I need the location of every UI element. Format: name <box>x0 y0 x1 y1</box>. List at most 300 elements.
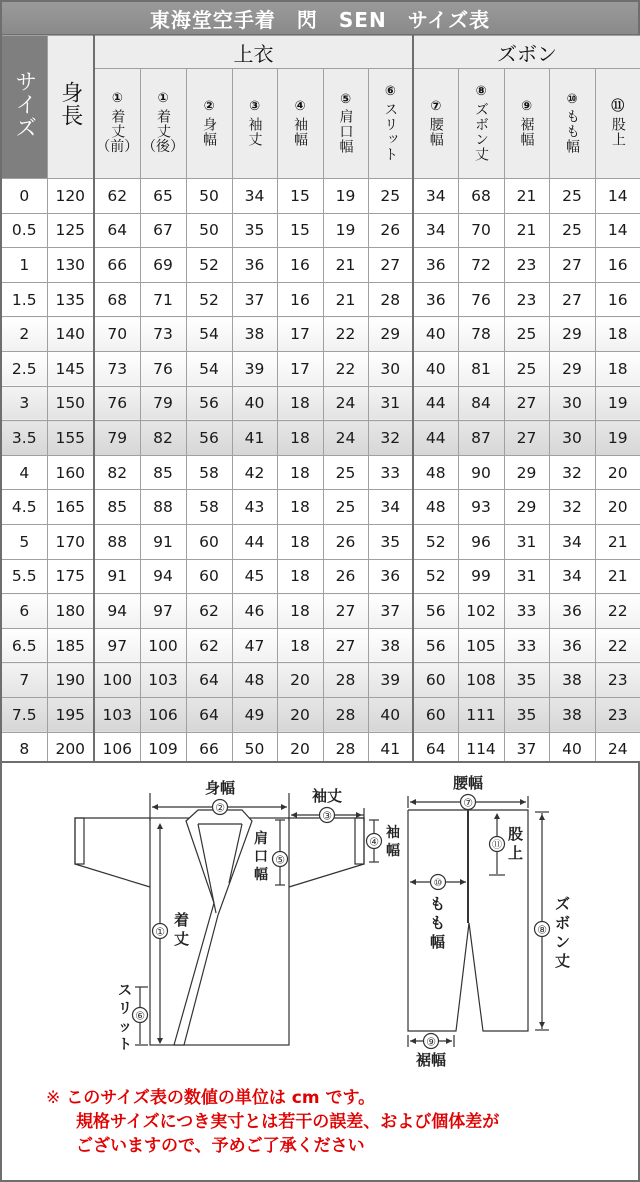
value-cell: 37 <box>504 732 549 767</box>
value-cell: 31 <box>368 386 413 421</box>
jacket-diagram <box>75 779 400 1053</box>
column-number: ④ <box>294 99 306 115</box>
value-cell: 35 <box>232 213 277 248</box>
value-cell: 18 <box>277 490 323 525</box>
value-cell: 62 <box>94 179 140 214</box>
size-cell: 1 <box>1 248 47 283</box>
value-cell: 22 <box>323 351 368 386</box>
group-header-pants: ズボン <box>413 36 640 69</box>
table-row <box>1 455 640 490</box>
size-cell: 3.5 <box>1 421 47 456</box>
value-cell: 54 <box>186 317 232 352</box>
value-cell: 31 <box>504 559 549 594</box>
svg-text:袖丈: 袖丈 <box>311 787 343 805</box>
value-cell: 40 <box>232 386 277 421</box>
value-cell: 103 <box>94 697 140 732</box>
svg-text:⑦: ⑦ <box>463 796 473 810</box>
value-cell: 44 <box>232 524 277 559</box>
table-row <box>1 282 640 317</box>
height-cell: 170 <box>47 524 94 559</box>
height-cell: 200 <box>47 732 94 767</box>
column-label: 股上 <box>609 116 626 147</box>
size-header: サイズ <box>1 36 47 179</box>
value-cell: 76 <box>458 282 504 317</box>
value-cell: 34 <box>413 179 458 214</box>
svg-text:ボ: ボ <box>555 914 571 932</box>
height-cell: 195 <box>47 697 94 732</box>
value-cell: 40 <box>413 351 458 386</box>
value-cell: 93 <box>458 490 504 525</box>
value-cell: 85 <box>140 455 186 490</box>
value-cell: 18 <box>277 594 323 629</box>
svg-text:②: ② <box>215 801 225 815</box>
size-cell: 3 <box>1 386 47 421</box>
table-row <box>1 663 640 698</box>
svg-text:リ: リ <box>118 1001 132 1017</box>
value-cell: 102 <box>458 594 504 629</box>
value-cell: 16 <box>277 282 323 317</box>
svg-text:も: も <box>430 914 446 932</box>
value-cell: 91 <box>94 559 140 594</box>
value-cell: 23 <box>504 282 549 317</box>
value-cell: 36 <box>549 594 595 629</box>
column-label: ズボン丈 <box>473 101 490 162</box>
size-cell: 5 <box>1 524 47 559</box>
table-row <box>1 213 640 248</box>
value-cell: 18 <box>277 628 323 663</box>
value-cell: 96 <box>458 524 504 559</box>
value-cell: 88 <box>140 490 186 525</box>
size-cell: 2 <box>1 317 47 352</box>
column-label: 袖幅 <box>292 116 309 147</box>
value-cell: 67 <box>140 213 186 248</box>
value-cell: 19 <box>595 421 640 456</box>
value-cell: 50 <box>186 213 232 248</box>
value-cell: 76 <box>94 386 140 421</box>
value-cell: 100 <box>94 663 140 698</box>
height-cell: 140 <box>47 317 94 352</box>
value-cell: 25 <box>549 213 595 248</box>
value-cell: 62 <box>186 594 232 629</box>
size-cell: 6 <box>1 594 47 629</box>
table-row <box>1 594 640 629</box>
value-cell: 25 <box>323 455 368 490</box>
value-cell: 33 <box>368 455 413 490</box>
value-cell: 58 <box>186 490 232 525</box>
value-cell: 22 <box>323 317 368 352</box>
value-cell: 70 <box>94 317 140 352</box>
value-cell: 40 <box>368 697 413 732</box>
value-cell: 33 <box>504 628 549 663</box>
value-cell: 23 <box>595 663 640 698</box>
value-cell: 62 <box>186 628 232 663</box>
value-cell: 56 <box>186 421 232 456</box>
svg-text:腰幅: 腰幅 <box>452 774 484 792</box>
value-cell: 106 <box>140 697 186 732</box>
svg-text:ッ: ッ <box>118 1019 132 1035</box>
value-cell: 66 <box>94 248 140 283</box>
value-cell: 105 <box>458 628 504 663</box>
height-cell: 190 <box>47 663 94 698</box>
value-cell: 34 <box>549 559 595 594</box>
value-cell: 54 <box>186 351 232 386</box>
value-cell: 27 <box>504 421 549 456</box>
height-cell: 120 <box>47 179 94 214</box>
value-cell: 76 <box>140 351 186 386</box>
value-cell: 73 <box>94 351 140 386</box>
value-cell: 99 <box>458 559 504 594</box>
column-header <box>94 69 140 179</box>
value-cell: 25 <box>368 179 413 214</box>
value-cell: 43 <box>232 490 277 525</box>
value-cell: 78 <box>458 317 504 352</box>
value-cell: 18 <box>595 351 640 386</box>
value-cell: 58 <box>186 455 232 490</box>
value-cell: 60 <box>186 559 232 594</box>
value-cell: 25 <box>549 179 595 214</box>
value-cell: 26 <box>368 213 413 248</box>
value-cell: 15 <box>277 213 323 248</box>
column-number: ⑩ <box>566 91 578 107</box>
svg-text:肩: 肩 <box>254 831 268 847</box>
value-cell: 94 <box>94 594 140 629</box>
value-cell: 45 <box>232 559 277 594</box>
size-cell: 1.5 <box>1 282 47 317</box>
value-cell: 114 <box>458 732 504 767</box>
column-header <box>549 69 595 179</box>
size-cell: 5.5 <box>1 559 47 594</box>
height-cell: 165 <box>47 490 94 525</box>
height-cell: 130 <box>47 248 94 283</box>
table-row <box>1 628 640 663</box>
table-row <box>1 386 640 421</box>
column-number: ⑪ <box>611 99 625 115</box>
value-cell: 56 <box>413 594 458 629</box>
value-cell: 82 <box>94 455 140 490</box>
svg-text:⑧: ⑧ <box>537 923 547 937</box>
value-cell: 52 <box>186 282 232 317</box>
value-cell: 71 <box>140 282 186 317</box>
value-cell: 73 <box>140 317 186 352</box>
size-cell: 4.5 <box>1 490 47 525</box>
value-cell: 106 <box>94 732 140 767</box>
value-cell: 18 <box>277 559 323 594</box>
value-cell: 18 <box>277 524 323 559</box>
height-cell: 160 <box>47 455 94 490</box>
value-cell: 29 <box>368 317 413 352</box>
svg-text:⑥: ⑥ <box>135 1009 145 1023</box>
value-cell: 82 <box>140 421 186 456</box>
note-line-2: 規格サイズにつき実寸とは若干の誤差、および個体差が <box>76 1112 500 1132</box>
value-cell: 60 <box>413 697 458 732</box>
table-row <box>1 351 640 386</box>
column-number: ⑦ <box>430 99 442 115</box>
value-cell: 85 <box>94 490 140 525</box>
size-cell: 7 <box>1 663 47 698</box>
value-cell: 41 <box>232 421 277 456</box>
column-header <box>504 69 549 179</box>
svg-text:袖: 袖 <box>386 825 400 841</box>
value-cell: 24 <box>595 732 640 767</box>
value-cell: 19 <box>323 213 368 248</box>
value-cell: 25 <box>504 351 549 386</box>
value-cell: 39 <box>232 351 277 386</box>
group-header-jacket: 上衣 <box>94 36 413 69</box>
value-cell: 34 <box>368 490 413 525</box>
column-number: ⑨ <box>520 99 532 115</box>
page-title: 東海堂空手着 閃 SEN サイズ表 <box>0 0 640 35</box>
value-cell: 37 <box>232 282 277 317</box>
value-cell: 16 <box>595 248 640 283</box>
value-cell: 52 <box>413 559 458 594</box>
column-number: ① <box>157 90 169 106</box>
value-cell: 19 <box>323 179 368 214</box>
value-cell: 32 <box>549 490 595 525</box>
column-header <box>595 69 640 179</box>
column-header <box>186 69 232 179</box>
column-header <box>368 69 413 179</box>
column-header <box>458 69 504 179</box>
table-row <box>1 524 640 559</box>
value-cell: 27 <box>549 282 595 317</box>
value-cell: 60 <box>413 663 458 698</box>
svg-text:幅: 幅 <box>430 933 446 951</box>
column-label: 腰幅 <box>427 116 444 147</box>
value-cell: 109 <box>140 732 186 767</box>
value-cell: 34 <box>232 179 277 214</box>
value-cell: 20 <box>595 490 640 525</box>
value-cell: 48 <box>413 490 458 525</box>
note-line-1: このサイズ表の数値の単位は cm です。 <box>66 1088 376 1108</box>
value-cell: 14 <box>595 213 640 248</box>
value-cell: 23 <box>504 248 549 283</box>
value-cell: 84 <box>458 386 504 421</box>
value-cell: 42 <box>232 455 277 490</box>
value-cell: 68 <box>458 179 504 214</box>
value-cell: 70 <box>458 213 504 248</box>
value-cell: 32 <box>368 421 413 456</box>
size-table <box>0 35 640 767</box>
svg-text:⑨: ⑨ <box>426 1035 436 1049</box>
size-cell: 2.5 <box>1 351 47 386</box>
size-cell: 7.5 <box>1 697 47 732</box>
value-cell: 38 <box>232 317 277 352</box>
value-cell: 56 <box>186 386 232 421</box>
table-row <box>1 179 640 214</box>
value-cell: 18 <box>277 386 323 421</box>
value-cell: 28 <box>368 282 413 317</box>
column-number: ③ <box>248 99 260 115</box>
svg-text:丈: 丈 <box>174 930 190 948</box>
height-cell: 135 <box>47 282 94 317</box>
value-cell: 18 <box>595 317 640 352</box>
value-cell: 35 <box>504 663 549 698</box>
value-cell: 68 <box>94 282 140 317</box>
column-label: 着丈 <box>109 108 126 139</box>
svg-text:幅: 幅 <box>254 867 268 883</box>
value-cell: 39 <box>368 663 413 698</box>
value-cell: 97 <box>94 628 140 663</box>
value-cell: 28 <box>323 697 368 732</box>
size-cell: 0.5 <box>1 213 47 248</box>
value-cell: 28 <box>323 732 368 767</box>
value-cell: 29 <box>504 455 549 490</box>
value-cell: 36 <box>232 248 277 283</box>
column-header <box>323 69 368 179</box>
column-number: ② <box>203 99 215 115</box>
value-cell: 69 <box>140 248 186 283</box>
svg-text:も: も <box>430 895 446 913</box>
value-cell: 66 <box>186 732 232 767</box>
height-header: 身長 <box>47 36 94 179</box>
value-cell: 88 <box>94 524 140 559</box>
value-cell: 22 <box>595 594 640 629</box>
column-label: 裾幅 <box>518 116 535 147</box>
table-row <box>1 317 640 352</box>
value-cell: 19 <box>595 386 640 421</box>
height-cell: 125 <box>47 213 94 248</box>
size-cell: 8 <box>1 732 47 767</box>
height-cell: 175 <box>47 559 94 594</box>
value-cell: 50 <box>186 179 232 214</box>
value-cell: 22 <box>595 628 640 663</box>
value-cell: 64 <box>413 732 458 767</box>
value-cell: 44 <box>413 386 458 421</box>
value-cell: 48 <box>413 455 458 490</box>
value-cell: 50 <box>232 732 277 767</box>
value-cell: 21 <box>504 179 549 214</box>
value-cell: 40 <box>413 317 458 352</box>
value-cell: 27 <box>504 386 549 421</box>
value-cell: 52 <box>413 524 458 559</box>
svg-text:着: 着 <box>174 911 190 929</box>
value-cell: 49 <box>232 697 277 732</box>
height-cell: 155 <box>47 421 94 456</box>
value-cell: 60 <box>186 524 232 559</box>
value-cell: 30 <box>549 421 595 456</box>
value-cell: 29 <box>549 351 595 386</box>
value-cell: 27 <box>323 594 368 629</box>
value-cell: 48 <box>232 663 277 698</box>
value-cell: 90 <box>458 455 504 490</box>
svg-text:④: ④ <box>369 835 379 849</box>
diagram-area <box>0 761 640 1182</box>
value-cell: 29 <box>549 317 595 352</box>
value-cell: 65 <box>140 179 186 214</box>
value-cell: 41 <box>368 732 413 767</box>
column-header <box>140 69 186 179</box>
value-cell: 100 <box>140 628 186 663</box>
value-cell: 38 <box>549 663 595 698</box>
value-cell: 38 <box>549 697 595 732</box>
value-cell: 20 <box>277 732 323 767</box>
value-cell: 108 <box>458 663 504 698</box>
value-cell: 23 <box>595 697 640 732</box>
table-row <box>1 697 640 732</box>
size-cell: 0 <box>1 179 47 214</box>
pants-diagram <box>408 774 570 1069</box>
value-cell: 40 <box>549 732 595 767</box>
value-cell: 36 <box>413 248 458 283</box>
unit-note <box>46 1086 499 1158</box>
value-cell: 16 <box>595 282 640 317</box>
value-cell: 34 <box>413 213 458 248</box>
value-cell: 79 <box>140 386 186 421</box>
value-cell: 17 <box>277 317 323 352</box>
column-number: ⑤ <box>339 91 351 107</box>
note-mark: ※ <box>46 1088 61 1108</box>
value-cell: 20 <box>595 455 640 490</box>
value-cell: 46 <box>232 594 277 629</box>
table-row <box>1 559 640 594</box>
value-cell: 24 <box>323 421 368 456</box>
value-cell: 16 <box>277 248 323 283</box>
svg-text:ト: ト <box>118 1037 132 1053</box>
svg-text:身幅: 身幅 <box>204 779 236 797</box>
value-cell: 28 <box>323 663 368 698</box>
svg-text:股: 股 <box>508 825 524 843</box>
value-cell: 32 <box>549 455 595 490</box>
value-cell: 35 <box>368 524 413 559</box>
column-header <box>277 69 323 179</box>
value-cell: 15 <box>277 179 323 214</box>
value-cell: 27 <box>323 628 368 663</box>
value-cell: 111 <box>458 697 504 732</box>
value-cell: 21 <box>323 248 368 283</box>
value-cell: 18 <box>277 455 323 490</box>
column-suffix: （前） <box>96 138 139 155</box>
svg-text:裾幅: 裾幅 <box>415 1051 447 1069</box>
value-cell: 21 <box>595 524 640 559</box>
value-cell: 47 <box>232 628 277 663</box>
svg-text:③: ③ <box>322 809 332 823</box>
column-label: 着丈 <box>155 108 172 139</box>
value-cell: 31 <box>504 524 549 559</box>
value-cell: 64 <box>94 213 140 248</box>
value-cell: 91 <box>140 524 186 559</box>
value-cell: 52 <box>186 248 232 283</box>
value-cell: 30 <box>368 351 413 386</box>
column-label: 袖丈 <box>246 116 263 147</box>
value-cell: 27 <box>368 248 413 283</box>
value-cell: 44 <box>413 421 458 456</box>
value-cell: 35 <box>504 697 549 732</box>
value-cell: 21 <box>504 213 549 248</box>
value-cell: 24 <box>323 386 368 421</box>
value-cell: 27 <box>549 248 595 283</box>
value-cell: 87 <box>458 421 504 456</box>
svg-text:⑩: ⑩ <box>433 878 443 889</box>
value-cell: 21 <box>323 282 368 317</box>
table-row <box>1 490 640 525</box>
height-cell: 185 <box>47 628 94 663</box>
value-cell: 30 <box>549 386 595 421</box>
value-cell: 20 <box>277 663 323 698</box>
value-cell: 36 <box>413 282 458 317</box>
height-cell: 145 <box>47 351 94 386</box>
height-cell: 180 <box>47 594 94 629</box>
value-cell: 26 <box>323 559 368 594</box>
value-cell: 103 <box>140 663 186 698</box>
value-cell: 94 <box>140 559 186 594</box>
value-cell: 20 <box>277 697 323 732</box>
measurement-diagram <box>2 763 638 1083</box>
value-cell: 26 <box>323 524 368 559</box>
size-cell: 6.5 <box>1 628 47 663</box>
svg-text:ズ: ズ <box>555 895 571 913</box>
value-cell: 25 <box>323 490 368 525</box>
svg-text:ス: ス <box>118 983 132 999</box>
